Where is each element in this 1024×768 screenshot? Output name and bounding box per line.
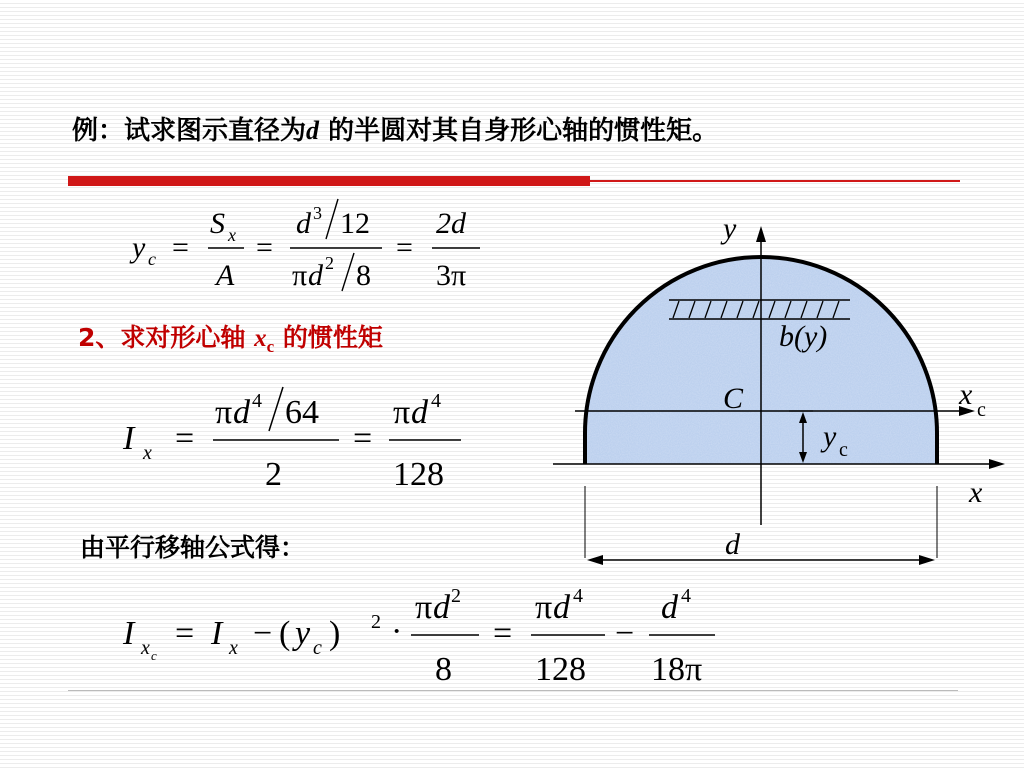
- formula2-f2-num-pi: π: [393, 394, 411, 431]
- formula3-f2-den: 128: [535, 651, 586, 687]
- formula3-lhs: I: [123, 615, 135, 652]
- ix-formula: [115, 385, 475, 495]
- formula1-lhs: y: [132, 231, 146, 264]
- formula1-f3-den: 3π: [436, 259, 467, 292]
- formula1-eq3: =: [396, 231, 413, 264]
- d-label: d: [725, 528, 740, 561]
- d-dim-arrow-right: [919, 555, 935, 565]
- formula2-eq2: =: [353, 420, 373, 457]
- problem-title: 例：试求图示直径为d 的半圆对其自身形心轴的惯性矩。: [72, 116, 719, 146]
- semicircle-figure: [545, 200, 1024, 580]
- formula1-f1-den: A: [216, 259, 235, 292]
- formula3-f3-num-d: d: [661, 589, 678, 626]
- ixc-formula: [115, 582, 725, 687]
- formula2-f1-num-d: d: [233, 394, 250, 431]
- y-axis-arrow: [756, 226, 766, 242]
- formula1-f2-num-rest: 12: [340, 207, 370, 240]
- yc-label-sub: c: [839, 439, 848, 461]
- formula3-f1-num-pi: π: [415, 589, 433, 626]
- formula1-f2-den-slash: [342, 253, 354, 291]
- formula2-f1-num-exp: 4: [252, 390, 262, 412]
- formula3-f1-num-exp: 2: [451, 585, 461, 607]
- formula1-f1-num-sub: x: [228, 225, 236, 245]
- formula1-f2-num-exp: 3: [313, 203, 322, 223]
- x-axis-arrow: [989, 459, 1005, 469]
- formula3-f3-num-exp: 4: [681, 585, 691, 607]
- formula3-lhs-sub: x: [141, 637, 150, 659]
- formula1-f2-den-exp: 2: [325, 253, 334, 273]
- formula2-lhs-sub: x: [143, 442, 152, 464]
- bottom-divider: [68, 690, 958, 691]
- formula1-f2-den-rest: 8: [356, 259, 371, 292]
- centroid-formula: [120, 195, 500, 300]
- centroid-label: C: [723, 382, 744, 415]
- formula3-ix-sub: x: [229, 637, 238, 659]
- formula3-yc-sub: c: [313, 637, 322, 659]
- formula3-dot: ·: [391, 613, 403, 650]
- formula2-f1-num-rest: 64: [285, 394, 319, 431]
- formula3-rpar: ): [329, 615, 341, 652]
- formula3-f3-den: 18π: [651, 651, 703, 687]
- formula1-eq1: =: [172, 231, 189, 264]
- y-axis-label: y: [723, 212, 737, 245]
- formula2-f2-num-exp: 4: [431, 390, 441, 412]
- parallel-axis-heading: 由平行移轴公式得：: [80, 533, 306, 562]
- formula3-lpar: (: [279, 615, 291, 652]
- formula2-f2-num-d: d: [411, 394, 428, 431]
- strip-width-label: b(y): [779, 320, 828, 353]
- formula3-minus: −: [253, 615, 273, 652]
- formula1-f1-num: S: [210, 207, 225, 240]
- formula1-eq2: =: [256, 231, 273, 264]
- formula1-f2-num-d: d: [296, 207, 311, 240]
- formula2-f1-den: 2: [265, 456, 282, 493]
- formula3-yc: y: [295, 615, 311, 652]
- formula3-f1-num-d: d: [433, 589, 450, 626]
- formula3-exp2: 2: [371, 611, 381, 633]
- formula2-f1-slash: [269, 387, 283, 431]
- d-dim-arrow-left: [587, 555, 603, 565]
- formula3-f2-num-d: d: [553, 589, 570, 626]
- formula2-lhs: I: [123, 420, 135, 457]
- formula2-f2-den: 128: [393, 456, 444, 493]
- section-centroid-inertia-heading: 2、求对形心轴 $x_c$ 的惯性矩: [78, 323, 383, 356]
- formula1-f2-num-slash: [326, 199, 338, 239]
- formula1-lhs-sub: c: [148, 249, 156, 269]
- xc-axis-sub: c: [977, 399, 986, 421]
- title-underline-thin: [590, 180, 960, 182]
- formula2-f1-num-pi: π: [215, 394, 233, 431]
- formula1-f3-num: 2d: [436, 207, 466, 240]
- title-underline-bar: [68, 176, 590, 186]
- formula1-f2-den-d: d: [308, 259, 323, 292]
- formula3-f1-den: 8: [435, 651, 452, 687]
- x-axis-label: x: [969, 476, 983, 509]
- formula3-eq1: =: [175, 615, 195, 652]
- formula3-eq2: =: [493, 615, 513, 652]
- formula3-minus2: −: [615, 615, 635, 652]
- formula3-f2-num-exp: 4: [573, 585, 583, 607]
- formula3-lhs-subsub: c: [151, 648, 157, 663]
- formula2-eq1: =: [175, 420, 195, 457]
- xc-axis-label: x: [959, 378, 973, 411]
- yc-label: y: [823, 420, 837, 453]
- formula3-ix: I: [211, 615, 223, 652]
- formula3-f2-num-pi: π: [535, 589, 553, 626]
- formula1-f2-den-pi: π: [292, 259, 308, 292]
